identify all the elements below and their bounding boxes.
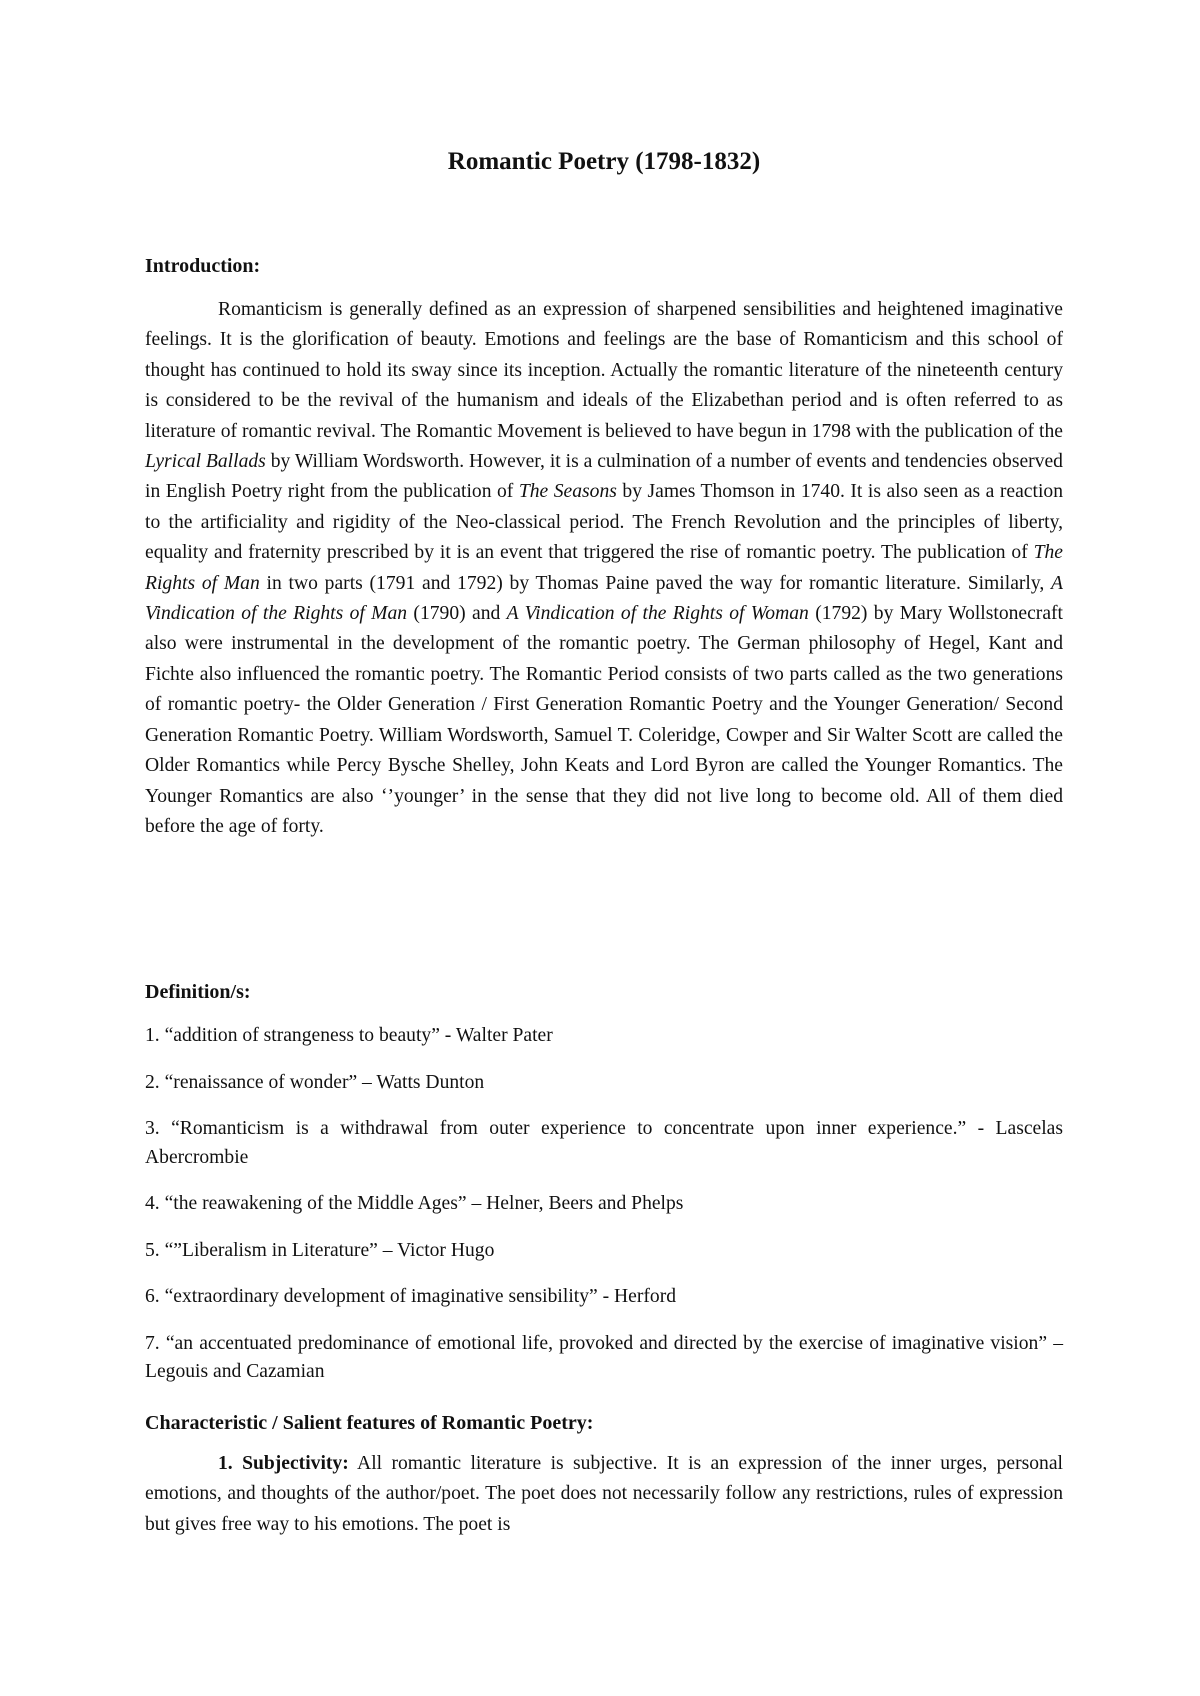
definition-item: 6. “extraordinary development of imaginative sensibility” - Herford [145,1286,677,1307]
definitions-list [145,1022,1063,1405]
title-vindication-woman: A Vindication of the Rights of Woman [506,603,809,625]
title-rights-of-man: The Rights of Man [145,542,1063,594]
definition-item: 2. “renaissance of wonder” – Watts Dunton [145,1071,485,1093]
feature-label: 1. Subjectivity: [218,1453,349,1474]
definitions-heading: Definition/s: [145,981,251,1003]
definition-item: 4. “the reawakening of the Middle Ages” – Helner, Beers and Phelps [145,1193,684,1214]
introduction-paragraph [145,295,1063,842]
features-heading: Characteristic / Salient features of Romantic Poetry: [145,1412,594,1434]
title-lyrical-ballads: Lyrical Ballads [145,451,266,473]
definition-item: 3. “Romanticism is a withdrawal from outer experience to concentrate upon inner experience.” - Lascelas Abercrombie [145,1118,1063,1168]
title-the-seasons: The Seasons [518,481,617,503]
definition-item: 1. “addition of strangeness to beauty” - Walter Pater [145,1025,553,1046]
intro-text-part-4: in two parts (1791 and 1792) by Thomas Paine paved the way for romantic literature. Similarly, [259,572,1052,594]
feature-subjectivity [145,1449,1063,1540]
definition-item: 5. “”Liberalism in Literature” – Victor Hugo [145,1239,495,1261]
definition-item: 7. “an accentuated predominance of emotional life, provoked and directed by the exercise of imaginative vision” – Legouis and Cazamian [145,1332,1063,1382]
intro-text-part-5: (1790) and [407,603,507,625]
intro-text-part-2: by William Wordsworth. However, it is a culmination of a number of events and tendencies observed in English Poetry right from the publication of [145,451,1063,503]
introduction-heading: Introduction: [145,255,261,277]
title-vindication-man: A Vindication of the Rights of Man [145,572,1064,625]
intro-text-part-3: by James Thomson in 1740. It is also seen as a reaction to the artificiality and rigidity of the Neo-classical period. The French Revolution and the principles of liberty, equality and fraternity prescribed by it is an event that triggered the rise of romantic poetry. The publication of [145,481,1063,564]
intro-text-part-6: (1792) by Mary Wollstonecraft also were instrumental in the development of the romantic poetry. The German philosophy of Hegel, Kant and Fichte also influenced the romantic poetry. The Romantic Period consists of two parts called as the two generations of romantic poetry- the Older Generation / First Generation Romantic Poetry and the Younger Generation/ Second Generation Romantic Poetry. William Wordsworth, Samuel T. Coleridge, Cowper and Sir Walter Scott are called the Older Romantics while Percy Bysche Shelley, John Keats and Lord Byron are called the Younger Romantics. The Younger Romantics are also ‘’younger’ in the sense that they did not live long to become old. All of them died before the age of forty. [145,603,1063,837]
intro-text-part-1: Romanticism is generally defined as an expression of sharpened sensibilities and heightened imaginative feelings. It is the glorification of beauty. Emotions and feelings are the base of Romanticism and this school of thought has continued to hold its sway since its inception. Actually the romantic literature of the nineteenth century is considered to be the revival of the humanism and ideals of the Elizabethan period and is often referred to as literature of romantic revival. The Romantic Movement is believed to have begun in 1798 with the publication of the [145,299,1063,442]
document-page [145,0,1063,1696]
feature-text: All romantic literature is subjective. It is an expression of the inner urges, personal emotions, and thoughts of the author/poet. The poet does not necessarily follow any restrictions, rules of expression but gives free way to his emotions. The poet is [145,1453,1063,1535]
page-title: Romantic Poetry (1798-1832) [447,148,761,175]
